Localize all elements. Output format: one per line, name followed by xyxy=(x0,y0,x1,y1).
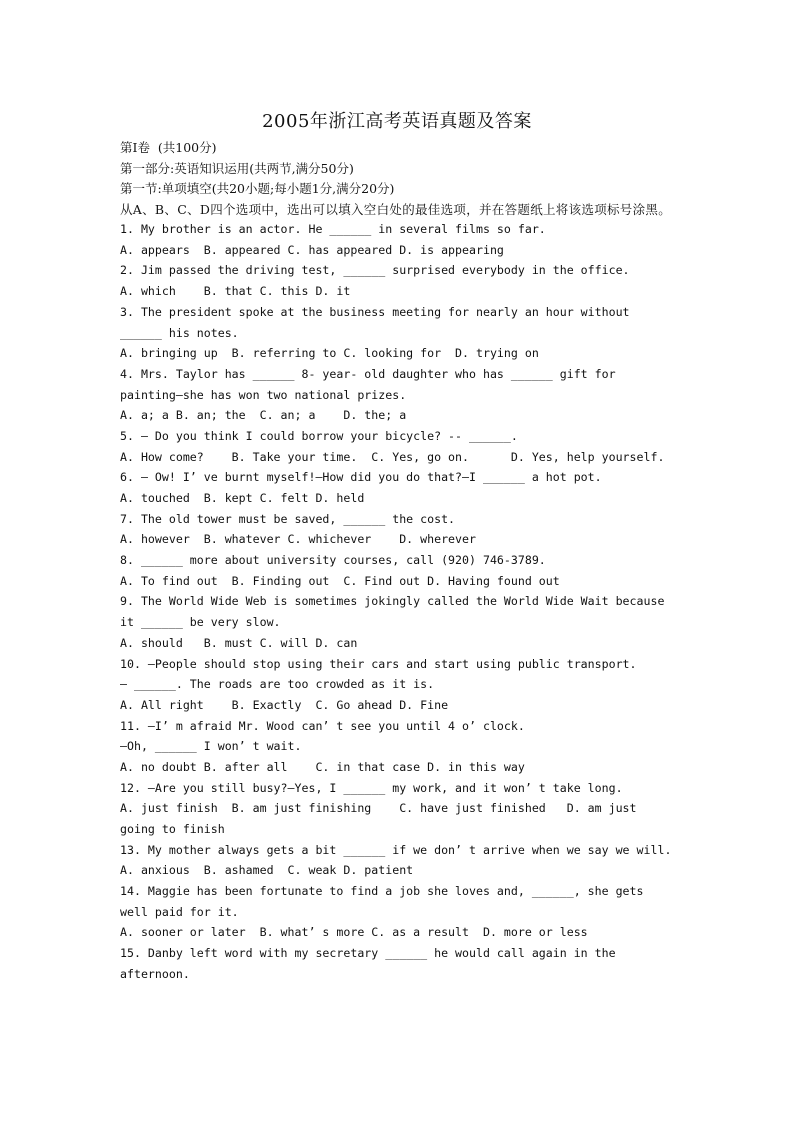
question-line-continued: it ______ be very slow. xyxy=(120,615,281,630)
section-heading: 第一节:单项填空(共20小题;每小题1分,满分20分) xyxy=(120,181,395,197)
question-line: 14. Maggie has been fortunate to find a job she loves and, ______, she gets xyxy=(120,884,644,899)
options-line: A. which B. that C. this D. it xyxy=(120,284,351,299)
question-line: 11. —I’ m afraid Mr. Wood can’ t see you until 4 o’ clock. xyxy=(120,718,525,733)
options-line: A. anxious B. ashamed C. weak D. patient xyxy=(120,863,414,878)
question-line-continued: afternoon. xyxy=(120,966,190,981)
options-line: A. How come? B. Take your time. C. Yes, go on. D. Yes, help yourself. xyxy=(120,449,665,464)
part-heading: 第一部分:英语知识运用(共两节,满分50分) xyxy=(120,160,354,176)
question-line: 10. —People should stop using their cars and start using public transport. xyxy=(120,656,637,671)
question-line-continued: — ______. The roads are too crowded as it is. xyxy=(120,677,435,692)
question-line-continued: well paid for it. xyxy=(120,904,239,919)
options-line: A. just finish B. am just finishing C. have just finished D. am just xyxy=(120,801,637,816)
question-line-continued: ______ his notes. xyxy=(120,325,239,340)
question-line: 3. The president spoke at the business meeting for nearly an hour without xyxy=(120,304,630,319)
question-line: 9. The World Wide Web is sometimes jokingly called the World Wide Wait because xyxy=(120,594,665,609)
question-line: 1. My brother is an actor. He ______ in several films so far. xyxy=(120,222,546,237)
options-line: A. however B. whatever C. whichever D. wherever xyxy=(120,532,476,547)
options-line: A. touched B. kept C. felt D. held xyxy=(120,491,365,505)
options-line: A. sooner or later B. what’ s more C. as a result D. more or less xyxy=(120,925,588,940)
document-title: 2005年浙江高考英语真题及答案 xyxy=(262,111,532,132)
question-line: 12. —Are you still busy?—Yes, I ______ my work, and it won’ t take long. xyxy=(120,780,623,795)
question-line: 2. Jim passed the driving test, ______ surprised everybody in the office. xyxy=(120,263,630,278)
options-line: A. appears B. appeared C. has appeared D. is appearing xyxy=(120,242,504,257)
question-line-continued: painting—she has won two national prizes. xyxy=(120,387,407,402)
document-body xyxy=(120,138,680,985)
question-line-continued: —Oh, ______ I won’ t wait. xyxy=(120,739,302,754)
question-line: 15. Danby left word with my secretary ______ he would call again in the xyxy=(120,946,616,961)
options-line: A. should B. must C. will D. can xyxy=(120,635,358,650)
question-line: 8. ______ more about university courses, call (920) 746-3789. xyxy=(120,553,546,568)
question-line: 4. Mrs. Taylor has ______ 8- year- old daughter who has ______ gift for xyxy=(120,366,616,381)
question-line: 5. — Do you think I could borrow your bicycle? -- ______. xyxy=(120,428,518,443)
question-line: 6. – Ow! I’ ve burnt myself!—How did you do that?—I ______ a hot pot. xyxy=(120,470,602,485)
volume-heading: 第Ⅰ卷 (共100分) xyxy=(120,140,217,155)
instruction-text: 从A、B、C、D四个选项中，选出可以填入空白处的最佳选项，并在答题纸上将该选项标号涂黑。 xyxy=(120,202,672,218)
options-line-continued: going to finish xyxy=(120,822,225,836)
question-line: 7. The old tower must be saved, ______ the cost. xyxy=(120,511,456,526)
options-line: A. a; a B. an; the C. an; a D. the; a xyxy=(120,408,407,423)
options-line: A. no doubt B. after all C. in that case D. in this way xyxy=(120,759,525,774)
options-line: A. All right B. Exactly C. Go ahead D. Fine xyxy=(120,697,449,712)
options-line: A. bringing up B. referring to C. looking for D. trying on xyxy=(120,346,539,361)
question-line: 13. My mother always gets a bit ______ if we don’ t arrive when we say we will. xyxy=(120,842,672,857)
options-line: A. To find out B. Finding out C. Find out D. Having found out xyxy=(120,573,560,588)
